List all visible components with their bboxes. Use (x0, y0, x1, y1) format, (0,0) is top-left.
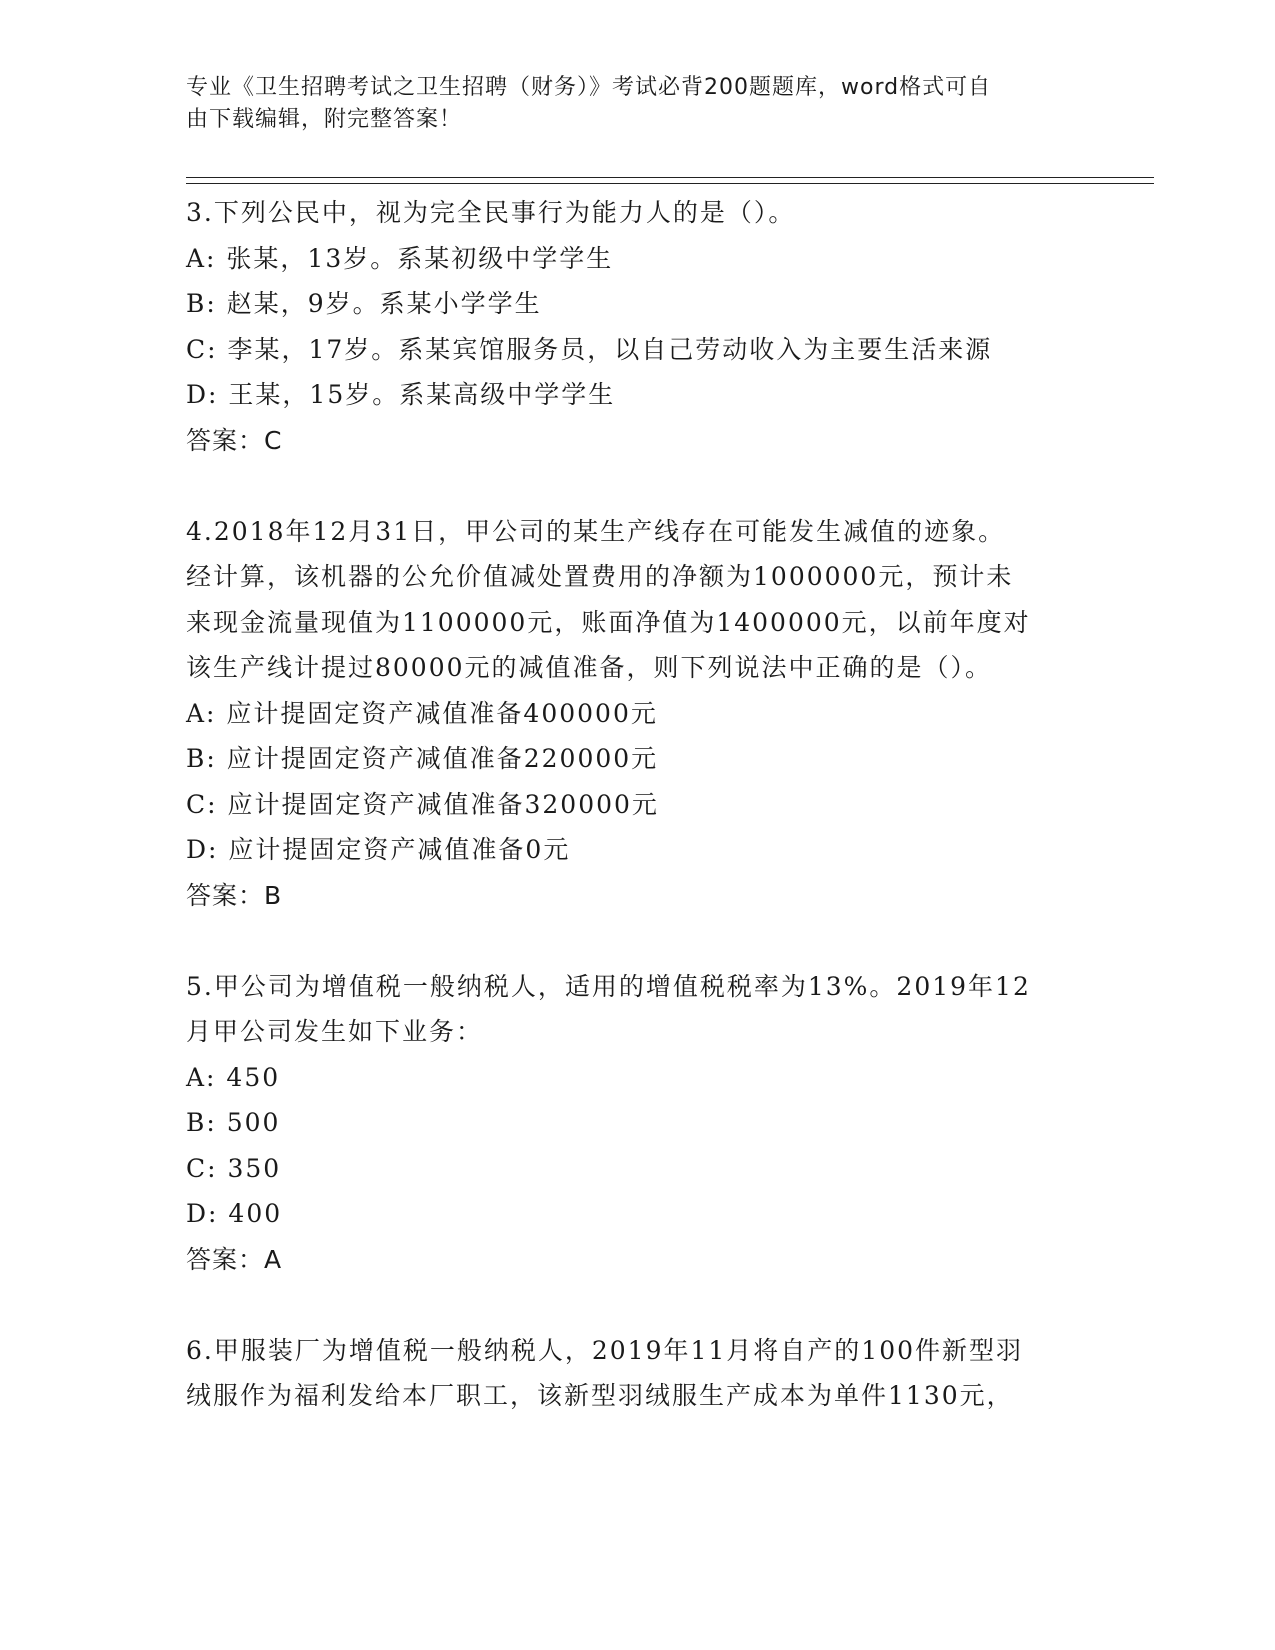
answer-label: 答案：C (186, 425, 283, 455)
question-stem-line: 5.甲公司为增值税一般纳税人，适用的增值税税率为13%。2019年12 (186, 971, 1031, 1001)
option-d: D: 应计提固定资产减值准备0元 (186, 835, 571, 864)
option-c: C: 李某，17岁。系某宾馆服务员，以自己劳动收入为主要生活来源 (186, 334, 993, 364)
option-a: A: 450 (186, 1062, 281, 1092)
question-stem-line: 来现金流量现值为1100000元，账面净值为1400000元，以前年度对 (186, 607, 1031, 637)
answer-label: 答案：A (186, 1244, 283, 1274)
question-stem-line: 6.甲服装厂为增值税一般纳税人，2019年11月将自产的100件新型羽 (186, 1335, 1024, 1365)
option-b: B: 应计提固定资产减值准备220000元 (186, 744, 659, 773)
question-3 (186, 190, 1146, 463)
question-5 (186, 964, 1146, 1283)
header-divider-top (186, 177, 1154, 178)
header-line-2: 由下载编辑，附完整答案！ (186, 107, 463, 132)
option-d: D: 400 (186, 1199, 283, 1228)
option-c: C: 应计提固定资产减值准备320000元 (186, 789, 659, 819)
answer-label: 答案：B (186, 880, 283, 910)
question-6 (186, 1328, 1146, 1419)
header-divider-bottom (186, 183, 1154, 184)
question-spacer (186, 1282, 1146, 1328)
option-b: B: 500 (186, 1108, 281, 1137)
question-stem-line: 4.2018年12月31日，甲公司的某生产线存在可能发生减值的迹象。 (186, 516, 1006, 546)
question-stem-line: 经计算，该机器的公允价值减处置费用的净额为1000000元，预计未 (186, 562, 1014, 591)
question-stem-line: 该生产线计提过80000元的减值准备，则下列说法中正确的是（）。 (186, 653, 993, 682)
option-a: A: 张某，13岁。系某初级中学学生 (186, 243, 614, 273)
question-4 (186, 509, 1146, 919)
option-d: D: 王某，15岁。系某高级中学学生 (186, 380, 616, 409)
question-stem-line: 月甲公司发生如下业务： (186, 1017, 484, 1046)
option-a: A: 应计提固定资产减值准备400000元 (186, 698, 658, 728)
header-line-1: 专业《卫生招聘考试之卫生招聘（财务）》考试必背200题题库，word格式可自 (186, 75, 992, 100)
question-list (186, 190, 1146, 1419)
question-spacer (186, 918, 1146, 964)
question-stem-line: 绒服作为福利发给本厂职工，该新型羽绒服生产成本为单件1130元， (186, 1381, 1014, 1410)
option-b: B: 赵某，9岁。系某小学学生 (186, 289, 542, 318)
document-header (186, 72, 1086, 136)
question-spacer (186, 463, 1146, 509)
option-c: C: 350 (186, 1153, 282, 1183)
question-stem-line: 3.下列公民中，视为完全民事行为能力人的是（）。 (186, 198, 796, 227)
